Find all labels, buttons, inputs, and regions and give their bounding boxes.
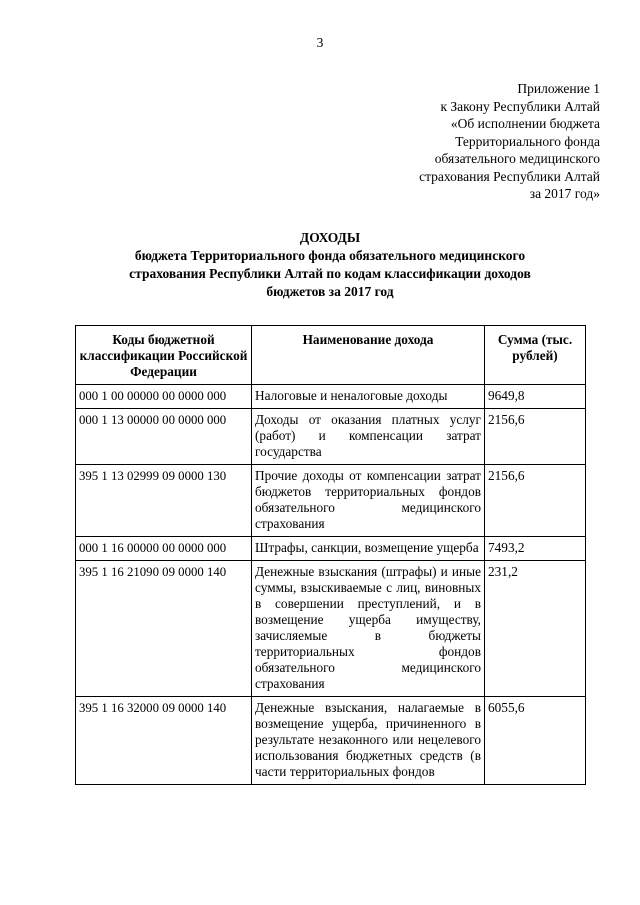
- title-subtitle-line: страхования Республики Алтай по кодам классификации доходов: [129, 266, 531, 281]
- table-row: [76, 697, 586, 785]
- row-income-name: Штрафы, санкции, возмещение ущерба: [252, 537, 485, 561]
- row-sum: 7493,2: [485, 537, 586, 561]
- row-sum: 231,2: [485, 561, 586, 697]
- table-row: [76, 561, 586, 697]
- table-row: [76, 537, 586, 561]
- appendix-line: Приложение 1: [517, 81, 600, 96]
- row-code: 000 1 00 00000 00 0000 000: [76, 385, 252, 409]
- row-code: 395 1 16 32000 09 0000 140: [76, 697, 252, 785]
- title-subtitle-line: бюджетов за 2017 год: [266, 284, 394, 299]
- row-income-name: Денежные взыскания (штрафы) и иные суммы, взыскиваемые с лиц, виновных в совершении преступлений, и в возмещение ущерба имуществу, зачисляемые в бюджеты территориальных фондов обязательного медицинского страхования: [252, 561, 485, 697]
- table-row: [76, 385, 586, 409]
- title-main: ДОХОДЫ: [299, 230, 361, 245]
- row-income-name: Денежные взыскания, налагаемые в возмещение ущерба, причиненного в результате незаконного или нецелевого использования бюджетных средств (в части территориальных фондов: [252, 697, 485, 785]
- document-title: [60, 229, 600, 301]
- row-income-name: Доходы от оказания платных услуг (работ) и компенсации затрат государства: [252, 409, 485, 465]
- appendix-line: обязательного медицинского: [434, 151, 600, 166]
- appendix-reference: [300, 80, 600, 203]
- header-income-name: Наименование дохода: [252, 326, 485, 385]
- row-sum: 9649,8: [485, 385, 586, 409]
- income-table: [75, 325, 586, 785]
- page-number: 3: [316, 35, 324, 50]
- row-code: 000 1 13 00000 00 0000 000: [76, 409, 252, 465]
- row-income-name: Налоговые и неналоговые доходы: [252, 385, 485, 409]
- appendix-line: страхования Республики Алтай: [419, 168, 600, 184]
- title-subtitle-line: бюджета Территориального фонда обязательного медицинского: [134, 248, 526, 263]
- appendix-line: Территориального фонда: [455, 133, 600, 149]
- row-code: 000 1 16 00000 00 0000 000: [76, 537, 252, 561]
- row-code: 395 1 13 02999 09 0000 130: [76, 465, 252, 537]
- header-sum: Сумма (тыс. рублей): [485, 326, 586, 385]
- appendix-line: к Закону Республики Алтай: [440, 98, 600, 114]
- row-code: 395 1 16 21090 09 0000 140: [76, 561, 252, 697]
- table-row: [76, 465, 586, 537]
- table-row: [76, 409, 586, 465]
- row-sum: 2156,6: [485, 409, 586, 465]
- appendix-line: «Об исполнении бюджета: [450, 116, 600, 131]
- header-codes: Коды бюджетной классификации Российской Федерации: [76, 326, 252, 385]
- row-income-name: Прочие доходы от компенсации затрат бюджетов территориальных фондов обязательного медицинского страхования: [252, 465, 485, 537]
- appendix-line: за 2017 год»: [529, 186, 600, 201]
- row-sum: 6055,6: [485, 697, 586, 785]
- row-sum: 2156,6: [485, 465, 586, 537]
- table-header-row: [76, 326, 586, 385]
